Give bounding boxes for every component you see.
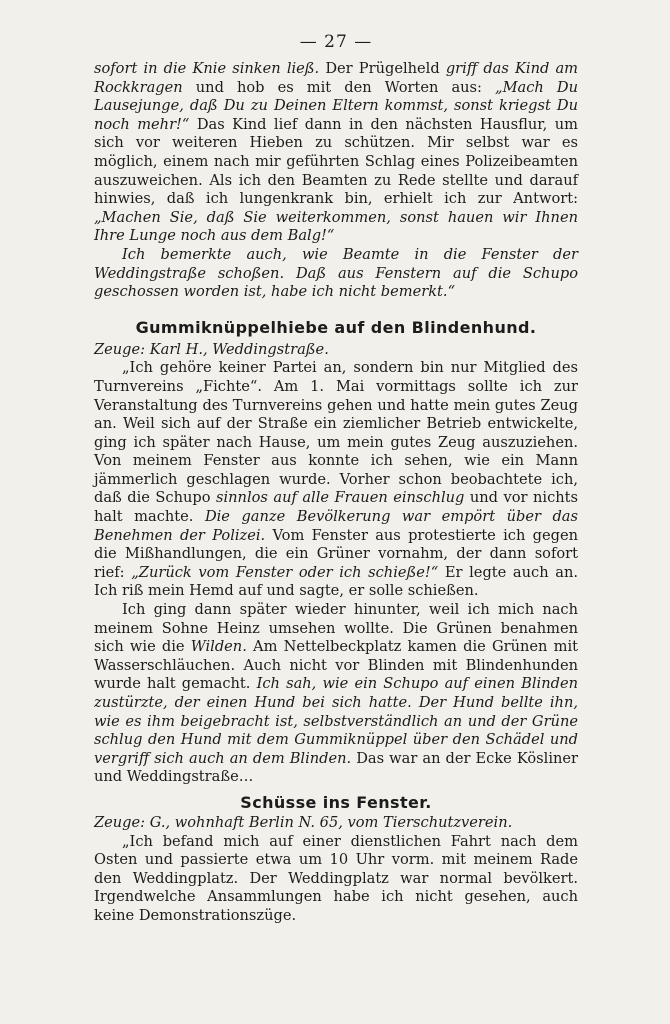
section-body — [94, 814, 578, 926]
section-heading: Gummiknüppelhiebe auf den Blindenhund. — [135, 317, 537, 337]
italic-text-run: Ich bemerkte auch, wie Beamte in die Fenster der Weddingstraße schoßen. Daß aus Fenstern auf die Schupo geschossen worden ist, habe ich nicht bemerkt.“ — [94, 245, 578, 301]
intro-text — [94, 60, 578, 302]
paragraph — [94, 359, 578, 601]
italic-text-run: „Zurück vom Fenster oder ich schieße!“ — [131, 563, 439, 581]
page-number: — 27 — — [299, 32, 373, 52]
text-run: „Ich befand mich auf einer dienstlichen Fahrt nach dem Osten und passierte etwa um 10 Uhr vorm. mit meinem Rade den Weddingplatz. Der Weddingplatz war normal bevölkert. Irgendwelche Ansammlungen habe ich nicht gesehen, auch keine Demonstrationszüge. — [94, 832, 578, 924]
text-run: „Ich gehöre keiner Partei an, sondern bin nur Mitglied des Turnvereins „Fichte“. Am 1. Mai vormittags sollte ich zur Veranstaltung des Turnvereins gehen und hatte mein gutes Zeug an. Weil sich auf der Straße ein ziemlicher Betrieb entwickelte, ging ich später nach Hause, um mein gutes Zeug auszuziehen. Von meinem Fenster aus konnte ich sehen, wie ein Mann jämmerlich geschlagen wurde. Vorher schon beobachtete ich, daß die Schupo — [94, 359, 578, 507]
text-run: Das war an der Ecke Kösliner und Weddingstraße… — [94, 749, 578, 786]
paragraph — [94, 246, 578, 302]
text-run: Er legte auch an. Ich riß mein Hemd auf und sagte, er solle schießen. — [94, 563, 578, 600]
italic-text-run: Die ganze Bevölkerung war empört über das Benehmen der Polizei. — [94, 508, 578, 544]
witness-line: Zeuge: Karl H., Weddingstraße. — [94, 340, 329, 358]
text-run: und vor nichts halt machte. — [94, 489, 578, 526]
section-heading: Schüsse ins Fenster. — [240, 792, 432, 812]
italic-text-run: „Mach Du Lausejunge, daß Du zu Deinen Eltern kommst, sonst kriegst Du noch mehr!“ — [94, 78, 578, 133]
italic-text-run: „Machen Sie, daß Sie weiterkommen, sonst hauen wir Ihnen Ihre Lunge noch aus dem Balg!“ — [94, 208, 578, 245]
italic-text-run: griff das Kind am Rockkragen — [94, 60, 579, 96]
text-run: Vom Fenster aus protestierte ich gegen die Mißhandlungen, die ein Grüner vornahm, der dann sofort rief: — [94, 526, 578, 581]
paragraph — [94, 60, 578, 246]
text-run: und hob es mit den Worten aus: — [182, 78, 496, 96]
section-body — [94, 341, 578, 787]
witness-line: Zeuge: G., wohnhaft Berlin N. 65, vom Tierschutzverein. — [94, 813, 513, 831]
italic-text-run: sinnlos auf alle Frauen einschlug — [215, 489, 465, 507]
text-run: Das Kind lief dann in den nächsten Hausflur, um sich vor weiteren Hieben zu schützen. Mir selbst war es möglich, einem nach mir geführten Schlag eines Polizeibeamten auszuweichen. Als ich den Beamten zu Rede stellte und darauf hinwies, daß ich lungenkrank bin, erhielt ich zur Antwort: — [94, 115, 579, 208]
text-run: Am Nettelbeckplatz kamen die Grünen mit Wasserschläuchen. Auch nicht vor Blinden mit Blindenhunden wurde halt gemacht. — [94, 638, 578, 693]
text-run: Ich ging dann später wieder hinunter, weil ich mich nach meinem Sohne Heinz umsehen wollte. Die Grünen benahmen sich wie die — [94, 601, 578, 656]
paragraph — [94, 601, 578, 787]
italic-text-run: Ich sah, wie ein Schupo auf einen Blinden zustürzte, der einen Hund bei sich hatte. Der Hund bellte ihn, wie es ihm beigebracht ist, selbstverständlich an und der Grüne schlug den Hund mit dem Gummiknüppel über den Schädel und vergriff sich auch an dem Blinden. — [94, 675, 578, 767]
paragraph — [94, 833, 578, 926]
italic-text-run: Wilden. — [190, 638, 247, 656]
text-run: Der Prügelheld — [319, 60, 446, 77]
italic-text-run: sofort in die Knie sinken ließ. — [94, 60, 320, 77]
